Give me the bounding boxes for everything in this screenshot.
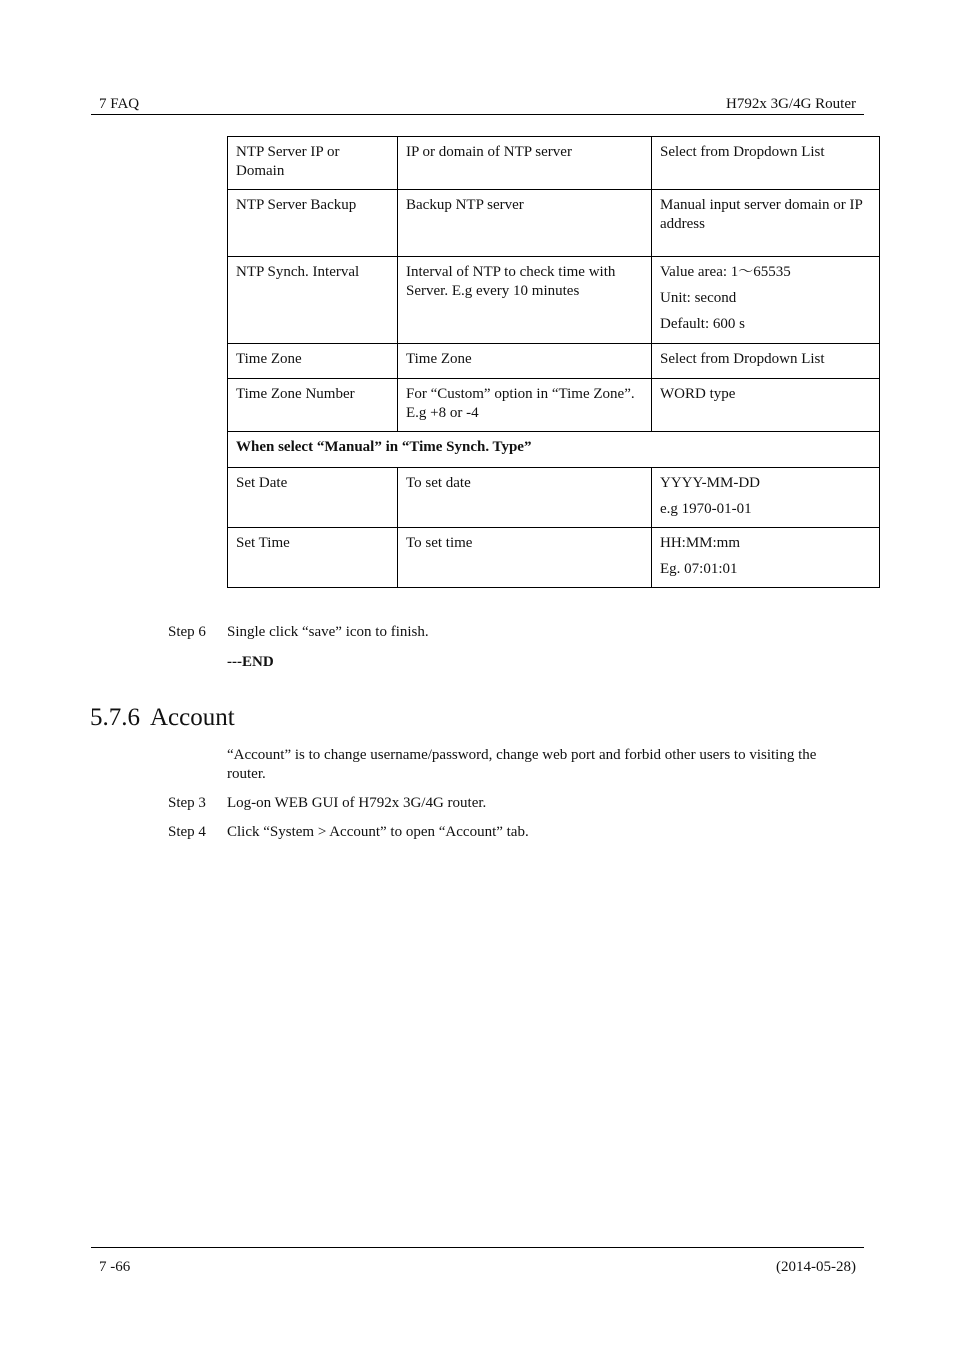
param-description: Backup NTP server	[398, 190, 652, 257]
page-number: 7 -66	[99, 1259, 131, 1275]
table-row	[228, 344, 880, 379]
step-text: Click “System > Account” to open “Account” tab.	[227, 824, 529, 840]
intro-paragraph: “Account” is to change username/password, change web port and forbid other users to visiting the router.	[227, 747, 817, 782]
param-name: Set Date	[228, 468, 398, 528]
param-value: HH:MM:mm Eg. 07:01:01	[652, 528, 880, 588]
step-label: Step 4	[168, 824, 206, 840]
step-3	[168, 795, 486, 812]
table-row	[228, 468, 880, 528]
table-group-row	[228, 432, 880, 468]
document-date: (2014-05-28)	[776, 1259, 856, 1275]
param-description: To set date	[398, 468, 652, 528]
section-title: Account	[150, 704, 235, 731]
param-name: Time Zone	[228, 344, 398, 379]
param-name: NTP Server Backup	[228, 190, 398, 257]
param-value: Value area: 1～65535 Unit: second Default: 600 s	[652, 257, 880, 344]
param-value: Select from Dropdown List	[652, 137, 880, 190]
param-description: To set time	[398, 528, 652, 588]
group-label: When select “Manual” in “Time Synch. Type”	[228, 432, 880, 468]
param-value: WORD type	[652, 379, 880, 432]
step-text: Log-on WEB GUI of H792x 3G/4G router.	[227, 795, 487, 811]
table-row	[228, 528, 880, 588]
table-row	[228, 137, 880, 190]
document-title: H792x 3G/4G Router	[726, 96, 856, 112]
table-row	[228, 257, 880, 344]
param-name: NTP Server IP or Domain	[228, 137, 398, 190]
param-value: YYYY-MM-DD e.g 1970-01-01	[652, 468, 880, 528]
parameter-table	[227, 136, 880, 588]
param-description: IP or domain of NTP server	[398, 137, 652, 190]
section-heading	[90, 704, 235, 732]
param-name: NTP Synch. Interval	[228, 257, 398, 344]
step-6	[168, 624, 429, 641]
param-name: Set Time	[228, 528, 398, 588]
step-label: Step 6	[168, 624, 206, 640]
param-description: Time Zone	[398, 344, 652, 379]
param-value: Manual input server domain or IP address	[652, 190, 880, 257]
page-footer	[91, 1247, 864, 1275]
param-value: Select from Dropdown List	[652, 344, 880, 379]
step-label: Step 3	[168, 795, 206, 811]
table-row	[228, 379, 880, 432]
end-marker: ---END	[227, 654, 274, 670]
param-name: Time Zone Number	[228, 379, 398, 432]
param-description: For “Custom” option in “Time Zone”. E.g +8 or -4	[398, 379, 652, 432]
step-text: Single click “save” icon to finish.	[227, 624, 429, 640]
section-number: 5.7.6	[90, 704, 140, 731]
chapter-label: 7 FAQ	[99, 96, 140, 112]
step-4	[168, 824, 529, 841]
page-header	[91, 96, 864, 115]
param-description: Interval of NTP to check time with Server. E.g every 10 minutes	[398, 257, 652, 344]
table-row	[228, 190, 880, 257]
